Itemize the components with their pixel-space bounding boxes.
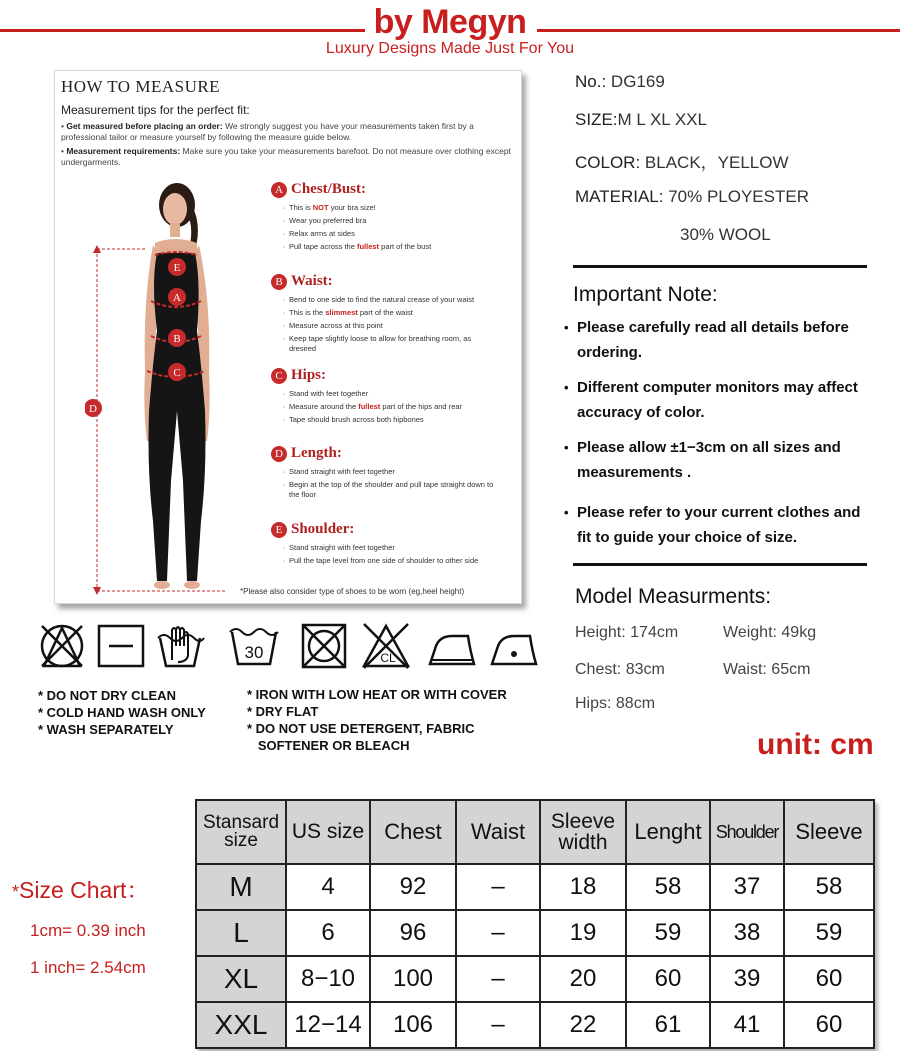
length-cell: 61 — [626, 1002, 710, 1048]
waist-cell: – — [456, 1002, 540, 1048]
header-us-size: US size — [286, 800, 370, 864]
section-chest — [271, 181, 516, 253]
face — [163, 193, 187, 225]
list-item: · Stand with feet together — [289, 387, 516, 400]
model-hips: Hips: 88cm — [575, 695, 656, 712]
shoe-note: *Please also consider type of shoes to be worn (eg,heel height) — [240, 587, 465, 596]
shoulder-cell: 39 — [710, 956, 784, 1002]
conversion-inch: 1 inch= 2.54cm — [30, 958, 146, 977]
note-item-1: • Please carefully read all details before ordering. — [564, 319, 853, 361]
chest-cell: 92 — [370, 864, 456, 910]
size-chart-title: *Size Chart： — [12, 877, 150, 903]
list-item: · This is the slimmest part of the waist — [289, 306, 516, 319]
iron-low-icon — [488, 620, 540, 672]
badge-d: D — [271, 446, 287, 462]
no-bleach-icon — [360, 620, 412, 672]
figure-badge-c — [168, 363, 186, 381]
care-instructions-right: * IRON WITH LOW HEAT OR WITH COVER * DRY FLAT * DO NOT USE DETERGENT, FABRIC SOFTENER OR BLEACH — [247, 687, 507, 753]
us-size-cell: 6 — [286, 910, 370, 956]
us-size-cell: 12−14 — [286, 1002, 370, 1048]
header-length: Lenght — [626, 800, 710, 864]
neck — [170, 223, 180, 237]
divider — [573, 563, 867, 566]
spec-material: MATERIAL: 70% PLOYESTER — [575, 187, 809, 206]
tip-1: • Get measured before placing an order: We strongly suggest you have your measurements taken first by a professional tailor or measure yourself by following the measure guide below. — [61, 121, 474, 142]
model-title: Model Measurments: — [575, 585, 772, 608]
size-table — [195, 799, 875, 1049]
svg-text:E: E — [173, 262, 181, 274]
note-item-3: • Please allow ±1−3cm on all sizes and measurements . — [564, 439, 841, 481]
chest-cell: 106 — [370, 1002, 456, 1048]
sleeve-width-cell: 19 — [540, 910, 626, 956]
spec-color: COLOR: BLACK，YELLOW — [575, 153, 789, 172]
badge-e: E — [271, 522, 287, 538]
section-title: Shoulder: — [291, 521, 355, 537]
figure-badge-a — [168, 288, 186, 306]
waist-cell: – — [456, 956, 540, 1002]
figure-badge-b — [168, 329, 186, 347]
svg-text:D: D — [89, 403, 97, 415]
list-item: · Relax arms at sides — [289, 227, 516, 240]
brand-header — [0, 0, 900, 57]
size-cell: M — [196, 864, 286, 910]
size-cell: XXL — [196, 1002, 286, 1048]
chest-cell: 100 — [370, 956, 456, 1002]
waist-cell: – — [456, 864, 540, 910]
section-title: Chest/Bust: — [291, 181, 367, 197]
no-tumble-dry-icon — [298, 620, 350, 672]
brand-name: by Megyn — [373, 3, 527, 41]
section-title: Hips: — [291, 367, 327, 383]
model-height: Height: 174cm — [575, 624, 679, 641]
header-standard-size: Stansard size — [196, 800, 286, 864]
badge-b: B — [271, 274, 287, 290]
wash-30-icon — [228, 620, 280, 672]
section-title: Waist: — [291, 273, 333, 289]
cold-hand-wash-icon — [95, 620, 147, 672]
sleeve-width-cell: 18 — [540, 864, 626, 910]
conversion-cm: 1cm= 0.39 inch — [30, 921, 146, 940]
table-row — [196, 956, 874, 1002]
shoulder-cell: 37 — [710, 864, 784, 910]
how-to-measure-card — [54, 70, 522, 604]
section-waist — [271, 273, 516, 354]
shoulder-cell: 38 — [710, 910, 784, 956]
sleeve-cell: 58 — [784, 864, 874, 910]
spec-material-2: 30% WOOL — [680, 225, 771, 244]
divider — [573, 265, 867, 268]
no-dry-clean-icon — [36, 620, 88, 672]
tip-2: • Measurement requirements: Make sure you take your measurements barefoot. Do not measure over clothing except undergarments. — [61, 146, 511, 167]
size-cell: L — [196, 910, 286, 956]
sleeve-width-cell: 20 — [540, 956, 626, 1002]
list-item: · Stand straight with feet together — [289, 465, 516, 478]
list-item: · Begin at the top of the shoulder and pull tape straight down to the floor — [289, 478, 504, 500]
model-figure — [85, 181, 265, 601]
list-item: · Tape should brush across both hipbones — [289, 413, 516, 426]
important-title: Important Note: — [573, 283, 718, 306]
list-item: · This is NOT your bra size! — [289, 201, 516, 214]
wash-temp-label: 30 — [244, 643, 264, 662]
iron-icon — [426, 620, 478, 672]
list-item: · Stand straight with feet together — [289, 541, 516, 554]
waist-cell: – — [456, 910, 540, 956]
section-shoulder — [271, 521, 516, 566]
svg-text:C: C — [173, 367, 181, 379]
svg-text:B: B — [173, 333, 181, 345]
spec-size: SIZE:M L XL XXL — [575, 110, 707, 129]
tips-title: Measurement tips for the perfect fit: — [61, 103, 250, 117]
table-header-row — [196, 800, 874, 864]
figure-badge-e — [168, 258, 186, 276]
badge-a: A — [271, 182, 287, 198]
table-row — [196, 864, 874, 910]
note-item-4: • Please refer to your current clothes and fit to guide your choice of size. — [564, 504, 861, 546]
length-cell: 58 — [626, 864, 710, 910]
figure-badge-d — [85, 399, 102, 417]
shoulder-cell: 41 — [710, 1002, 784, 1048]
table-row — [196, 910, 874, 956]
header-sleeve: Sleeve — [784, 800, 874, 864]
list-item: · Measure around the fullest part of the hips and rear — [289, 400, 516, 413]
length-cell: 60 — [626, 956, 710, 1002]
size-cell: XL — [196, 956, 286, 1002]
header-waist: Waist — [456, 800, 540, 864]
bleach-label: CL — [380, 651, 396, 665]
unit-label: unit: cm — [757, 728, 874, 761]
length-cell: 59 — [626, 910, 710, 956]
header-sleeve-width: Sleeve width — [540, 800, 626, 864]
sleeve-cell: 59 — [784, 910, 874, 956]
svg-text:A: A — [173, 292, 181, 304]
note-item-2: • Different computer monitors may affect accuracy of color. — [564, 379, 858, 421]
header-shoulder: Shoulder — [710, 800, 784, 864]
brand-tagline: Luxury Designs Made Just For You — [325, 40, 575, 57]
care-instructions-left: * DO NOT DRY CLEAN * COLD HAND WASH ONLY * WASH SEPARATELY — [38, 688, 206, 737]
table-row — [196, 1002, 874, 1048]
list-item: · Pull tape across the fullest part of the bust — [289, 240, 516, 253]
header-chest: Chest — [370, 800, 456, 864]
sleeve-cell: 60 — [784, 1002, 874, 1048]
list-item: · Keep tape slightly loose to allow for breathing room, as dresired — [289, 332, 499, 354]
sleeve-width-cell: 22 — [540, 1002, 626, 1048]
us-size-cell: 4 — [286, 864, 370, 910]
measure-title: HOW TO MEASURE — [61, 77, 221, 96]
badge-c: C — [271, 368, 287, 384]
chest-cell: 96 — [370, 910, 456, 956]
sleeve-cell: 60 — [784, 956, 874, 1002]
list-item: · Measure across at this point — [289, 319, 516, 332]
list-item: · Wear you preferred bra — [289, 214, 516, 227]
section-hips — [271, 367, 516, 426]
list-item: · Pull the tape level from one side of shoulder to other side — [289, 554, 504, 566]
model-waist: Waist: 65cm — [723, 661, 811, 678]
model-weight: Weight: 49kg — [723, 624, 817, 641]
spec-no: No.: DG169 — [575, 72, 665, 91]
hand-wash-icon — [154, 620, 206, 672]
list-item: · Bend to one side to find the natural crease of your waist — [289, 293, 516, 306]
section-title: Length: — [291, 445, 342, 461]
model-chest: Chest: 83cm — [575, 661, 665, 678]
us-size-cell: 8−10 — [286, 956, 370, 1002]
section-length — [271, 445, 516, 500]
